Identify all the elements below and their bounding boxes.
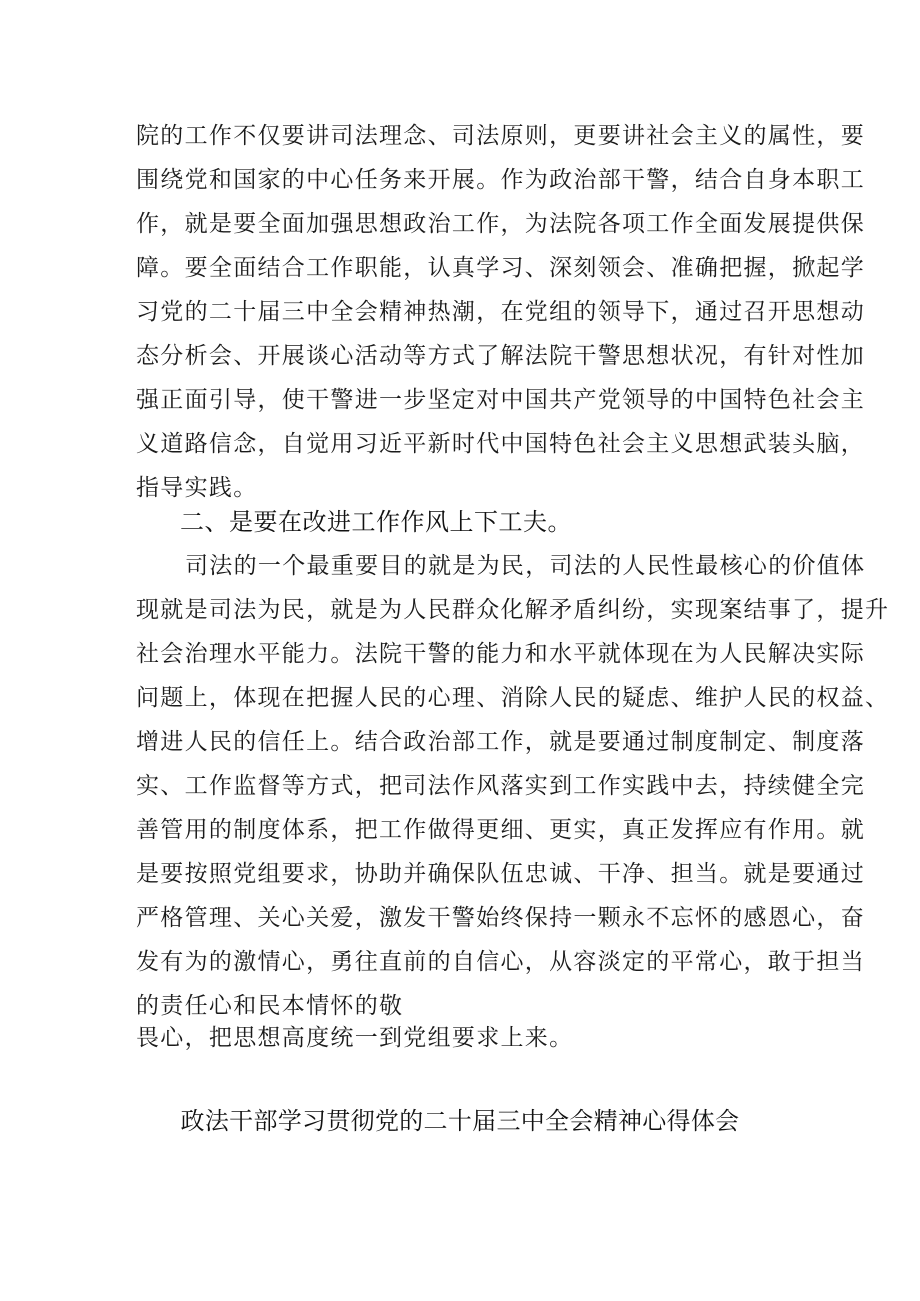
paragraph-1-line-5: 习党的二十届三中全会精神热潮，在党组的领导下，通过召开思想动 xyxy=(136,299,865,325)
section-2-heading: 二、是要在改进工作作风上下工夫。 xyxy=(180,508,572,536)
paragraph-1-line-3: 作，就是要全面加强思想政治工作，为法院各项工作全面发展提供保 xyxy=(136,211,865,237)
paragraph-1-line-1: 院的工作不仅要讲司法理念、司法原则，更要讲社会主义的属性，要 xyxy=(136,123,865,149)
section-2-line-10: 发有为的激情心，勇往直前的自信心，从容淡定的平常心，敢于担当 xyxy=(136,949,865,975)
paragraph-1-line-8: 义道路信念，自觉用习近平新时代中国特色社会主义思想武装头脑， xyxy=(136,431,865,457)
next-document-title: 政法干部学习贯彻党的二十届三中全会精神心得体会 xyxy=(180,1107,740,1135)
section-2-line-1: 司法的一个最重要目的就是为民，司法的人民性最核心的价值体 xyxy=(185,553,866,579)
paragraph-1-line-2: 围绕党和国家的中心任务来开展。作为政治部干警，结合自身本职工 xyxy=(136,167,865,193)
paragraph-1-line-6: 态分析会、开展谈心活动等方式了解法院干警思想状况，有针对性加 xyxy=(136,343,865,369)
section-2-line-7: 善管用的制度体系，把工作做得更细、更实，真正发挥应有作用。就 xyxy=(136,817,865,843)
section-2-line-9: 严格管理、关心关爱，激发干警始终保持一颗永不忘怀的感恩心，奋 xyxy=(136,905,865,931)
paragraph-1-line-9: 指导实践。 xyxy=(136,475,258,501)
section-2-line-6: 实、工作监督等方式，把司法作风落实到工作实践中去，持续健全完 xyxy=(136,773,865,799)
section-2-line-8: 是要按照党组要求，协助并确保队伍忠诚、干净、担当。就是要通过 xyxy=(136,861,865,887)
section-2-line-4: 问题上，体现在把握人民的心理、消除人民的疑虑、维护人民的权益、 xyxy=(136,685,890,711)
section-2-line-5: 增进人民的信任上。结合政治部工作，就是要通过制度制定、制度落 xyxy=(136,729,865,755)
section-2-line-2: 现就是司法为民，就是为人民群众化解矛盾纠纷，实现案结事了，提升 xyxy=(136,597,890,623)
section-2-line-11: 的责任心和民本情怀的敬 xyxy=(136,993,404,1019)
section-2-line-3: 社会治理水平能力。法院干警的能力和水平就体现在为人民解决实际 xyxy=(136,641,865,667)
paragraph-1-line-4: 障。要全面结合工作职能，认真学习、深刻领会、准确把握，掀起学 xyxy=(136,255,865,281)
section-2-line-12: 畏心，把思想高度统一到党组要求上来。 xyxy=(136,1025,574,1051)
paragraph-1-line-7: 强正面引导，使干警进一步坚定对中国共产党领导的中国特色社会主 xyxy=(136,387,865,413)
